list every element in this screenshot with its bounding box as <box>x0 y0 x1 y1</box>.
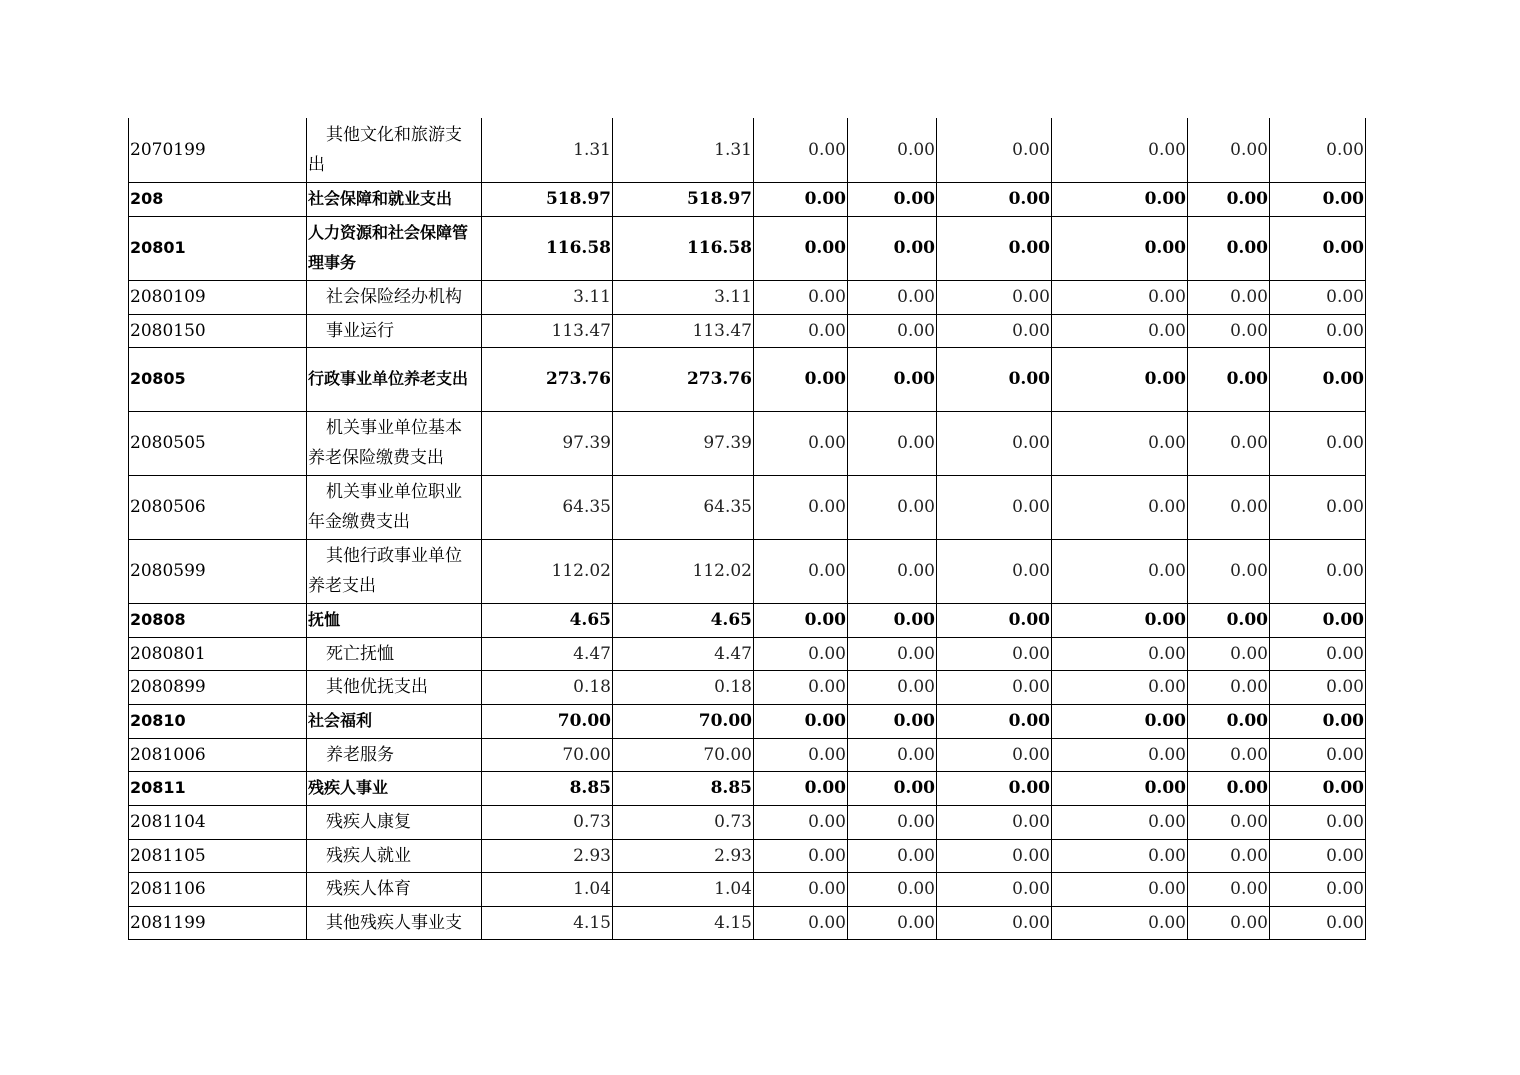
subject-name-text: 事业运行 <box>326 320 394 341</box>
subject-code-cell: 2081105 <box>129 839 307 872</box>
amount-cell: 0.00 <box>937 872 1052 906</box>
subject-name-cell <box>307 280 482 314</box>
amount-cell: 0.00 <box>754 539 848 603</box>
amount-cell: 0.00 <box>1052 704 1188 738</box>
amount-cell: 0.00 <box>848 314 937 347</box>
table-row <box>129 738 1366 771</box>
amount-cell: 0.00 <box>754 475 848 539</box>
amount-cell: 0.00 <box>937 738 1052 771</box>
amount-cell: 0.00 <box>1188 906 1270 939</box>
amount-cell: 0.73 <box>482 805 613 839</box>
amount-cell: 0.00 <box>1270 347 1366 411</box>
budget-table <box>128 118 1366 940</box>
amount-cell: 0.00 <box>848 411 937 475</box>
subject-name-cell: 抚恤 <box>307 603 482 637</box>
amount-cell: 0.00 <box>937 805 1052 839</box>
amount-cell: 116.58 <box>613 216 754 280</box>
amount-cell: 0.00 <box>848 839 937 872</box>
amount-cell: 0.00 <box>848 280 937 314</box>
amount-cell: 0.00 <box>1270 906 1366 939</box>
amount-cell: 0.00 <box>1270 704 1366 738</box>
amount-cell: 112.02 <box>482 539 613 603</box>
subject-name-text: 机关事业单位职业年金缴费支出 <box>308 482 462 532</box>
subject-name-text: 其他行政事业单位养老支出 <box>308 546 462 596</box>
subject-code-cell: 2081006 <box>129 738 307 771</box>
amount-cell: 0.00 <box>1188 805 1270 839</box>
table-row <box>129 771 1366 805</box>
subject-code-cell: 2080506 <box>129 475 307 539</box>
subject-name-cell: 人力资源和社会保障管理事务 <box>307 216 482 280</box>
table-row <box>129 872 1366 906</box>
amount-cell: 0.00 <box>754 805 848 839</box>
table-row <box>129 118 1366 182</box>
amount-cell: 3.11 <box>482 280 613 314</box>
amount-cell: 0.00 <box>1270 603 1366 637</box>
subject-name-text: 残疾人康复 <box>326 812 411 832</box>
amount-cell: 3.11 <box>613 280 754 314</box>
subject-code-cell: 208 <box>129 182 307 216</box>
amount-cell: 0.18 <box>482 670 613 704</box>
amount-cell: 0.00 <box>754 118 848 182</box>
amount-cell: 64.35 <box>482 475 613 539</box>
amount-cell: 113.47 <box>482 314 613 347</box>
amount-cell: 0.00 <box>1052 280 1188 314</box>
amount-cell: 0.00 <box>754 704 848 738</box>
amount-cell: 0.00 <box>848 539 937 603</box>
table-row <box>129 314 1366 347</box>
amount-cell: 0.00 <box>1188 411 1270 475</box>
amount-cell: 273.76 <box>613 347 754 411</box>
amount-cell: 0.00 <box>754 738 848 771</box>
amount-cell: 4.47 <box>482 637 613 670</box>
subject-name-text: 其他优抚支出 <box>326 677 428 697</box>
amount-cell: 0.00 <box>1052 118 1188 182</box>
amount-cell: 0.00 <box>1188 670 1270 704</box>
amount-cell: 0.00 <box>1188 182 1270 216</box>
subject-name-cell <box>307 411 482 475</box>
table-row <box>129 704 1366 738</box>
amount-cell: 70.00 <box>613 704 754 738</box>
table-row <box>129 182 1366 216</box>
amount-cell: 0.00 <box>937 637 1052 670</box>
amount-cell: 0.00 <box>1188 347 1270 411</box>
amount-cell: 518.97 <box>613 182 754 216</box>
amount-cell: 70.00 <box>613 738 754 771</box>
amount-cell: 0.00 <box>848 771 937 805</box>
subject-code-cell: 20808 <box>129 603 307 637</box>
amount-cell: 0.00 <box>754 771 848 805</box>
amount-cell: 273.76 <box>482 347 613 411</box>
amount-cell: 0.00 <box>754 280 848 314</box>
amount-cell: 0.00 <box>937 539 1052 603</box>
amount-cell: 0.00 <box>848 603 937 637</box>
amount-cell: 0.00 <box>1052 539 1188 603</box>
amount-cell: 0.00 <box>1270 637 1366 670</box>
amount-cell: 0.00 <box>1052 347 1188 411</box>
amount-cell: 0.00 <box>1188 314 1270 347</box>
amount-cell: 0.00 <box>1270 118 1366 182</box>
amount-cell: 0.00 <box>937 280 1052 314</box>
subject-code-cell: 2070199 <box>129 118 307 182</box>
amount-cell: 0.00 <box>754 347 848 411</box>
amount-cell: 0.00 <box>1270 216 1366 280</box>
subject-code-cell: 2081106 <box>129 872 307 906</box>
amount-cell: 0.00 <box>937 771 1052 805</box>
amount-cell: 0.73 <box>613 805 754 839</box>
amount-cell: 0.00 <box>848 118 937 182</box>
amount-cell: 4.15 <box>482 906 613 939</box>
amount-cell: 0.00 <box>1270 475 1366 539</box>
amount-cell: 0.00 <box>937 670 1052 704</box>
amount-cell: 0.00 <box>937 216 1052 280</box>
amount-cell: 0.00 <box>1188 704 1270 738</box>
amount-cell: 0.00 <box>754 314 848 347</box>
subject-name-text: 残疾人就业 <box>326 845 411 866</box>
amount-cell: 0.00 <box>754 872 848 906</box>
subject-name-text: 其他残疾人事业支 <box>326 912 462 933</box>
amount-cell: 2.93 <box>482 839 613 872</box>
amount-cell: 0.00 <box>1052 216 1188 280</box>
subject-name-text: 养老服务 <box>326 744 394 765</box>
amount-cell: 0.00 <box>1052 411 1188 475</box>
subject-name-cell <box>307 314 482 347</box>
amount-cell: 0.00 <box>1188 475 1270 539</box>
subject-name-cell <box>307 738 482 771</box>
amount-cell: 0.00 <box>1188 603 1270 637</box>
amount-cell: 116.58 <box>482 216 613 280</box>
amount-cell: 70.00 <box>482 704 613 738</box>
table-row <box>129 603 1366 637</box>
amount-cell: 0.00 <box>1052 314 1188 347</box>
table-row <box>129 411 1366 475</box>
amount-cell: 0.00 <box>1188 872 1270 906</box>
subject-code-cell: 2080109 <box>129 280 307 314</box>
amount-cell: 4.15 <box>613 906 754 939</box>
subject-code-cell: 20810 <box>129 704 307 738</box>
amount-cell: 0.00 <box>754 670 848 704</box>
amount-cell: 0.00 <box>754 411 848 475</box>
amount-cell: 4.65 <box>613 603 754 637</box>
subject-name-cell: 社会保障和就业支出 <box>307 182 482 216</box>
amount-cell: 0.00 <box>937 182 1052 216</box>
subject-name-cell <box>307 637 482 670</box>
subject-name-text: 其他文化和旅游支出 <box>308 124 462 175</box>
amount-cell: 0.00 <box>1188 118 1270 182</box>
amount-cell: 0.00 <box>754 603 848 637</box>
amount-cell: 1.04 <box>613 872 754 906</box>
amount-cell: 0.00 <box>1052 182 1188 216</box>
amount-cell: 0.00 <box>937 704 1052 738</box>
amount-cell: 0.00 <box>1188 539 1270 603</box>
amount-cell: 0.00 <box>937 603 1052 637</box>
amount-cell: 0.00 <box>1270 670 1366 704</box>
amount-cell: 0.00 <box>754 216 848 280</box>
amount-cell: 70.00 <box>482 738 613 771</box>
amount-cell: 0.00 <box>1052 603 1188 637</box>
amount-cell: 0.00 <box>848 872 937 906</box>
amount-cell: 0.00 <box>1270 872 1366 906</box>
table-row <box>129 280 1366 314</box>
amount-cell: 518.97 <box>482 182 613 216</box>
subject-code-cell: 20811 <box>129 771 307 805</box>
amount-cell: 0.00 <box>1052 839 1188 872</box>
amount-cell: 0.00 <box>754 839 848 872</box>
subject-name-cell <box>307 906 482 939</box>
amount-cell: 0.18 <box>613 670 754 704</box>
amount-cell: 0.00 <box>1270 182 1366 216</box>
amount-cell: 8.85 <box>482 771 613 805</box>
amount-cell: 0.00 <box>1270 839 1366 872</box>
amount-cell: 0.00 <box>1052 738 1188 771</box>
amount-cell: 0.00 <box>848 738 937 771</box>
subject-name-cell <box>307 872 482 906</box>
table-row <box>129 670 1366 704</box>
subject-code-cell: 2080899 <box>129 670 307 704</box>
amount-cell: 0.00 <box>1188 216 1270 280</box>
table-row <box>129 539 1366 603</box>
table-body <box>129 118 1366 939</box>
table-row <box>129 475 1366 539</box>
amount-cell: 0.00 <box>848 906 937 939</box>
amount-cell: 0.00 <box>937 314 1052 347</box>
amount-cell: 0.00 <box>1270 738 1366 771</box>
amount-cell: 0.00 <box>848 475 937 539</box>
amount-cell: 0.00 <box>1052 637 1188 670</box>
amount-cell: 0.00 <box>1052 475 1188 539</box>
amount-cell: 0.00 <box>1052 805 1188 839</box>
amount-cell: 0.00 <box>937 411 1052 475</box>
amount-cell: 0.00 <box>1188 280 1270 314</box>
amount-cell: 0.00 <box>848 347 937 411</box>
amount-cell: 0.00 <box>1052 670 1188 704</box>
amount-cell: 1.04 <box>482 872 613 906</box>
amount-cell: 97.39 <box>482 411 613 475</box>
subject-code-cell: 2080801 <box>129 637 307 670</box>
amount-cell: 0.00 <box>848 704 937 738</box>
amount-cell: 0.00 <box>937 118 1052 182</box>
subject-name-cell: 行政事业单位养老支出 <box>307 347 482 411</box>
amount-cell: 0.00 <box>1188 637 1270 670</box>
subject-code-cell: 2080505 <box>129 411 307 475</box>
amount-cell: 0.00 <box>754 906 848 939</box>
amount-cell: 0.00 <box>754 637 848 670</box>
subject-name-text: 死亡抚恤 <box>326 643 394 664</box>
amount-cell: 0.00 <box>848 637 937 670</box>
subject-name-text: 残疾人体育 <box>326 879 411 899</box>
subject-code-cell: 2080599 <box>129 539 307 603</box>
table-row <box>129 637 1366 670</box>
subject-name-cell <box>307 670 482 704</box>
amount-cell: 0.00 <box>937 906 1052 939</box>
subject-name-cell <box>307 118 482 182</box>
subject-name-cell <box>307 839 482 872</box>
subject-name-cell <box>307 805 482 839</box>
table-row <box>129 839 1366 872</box>
amount-cell: 8.85 <box>613 771 754 805</box>
amount-cell: 0.00 <box>1270 771 1366 805</box>
subject-name-cell <box>307 539 482 603</box>
amount-cell: 0.00 <box>1270 280 1366 314</box>
amount-cell: 0.00 <box>1188 839 1270 872</box>
subject-code-cell: 2081199 <box>129 906 307 939</box>
table-row <box>129 906 1366 939</box>
subject-name-cell: 社会福利 <box>307 704 482 738</box>
amount-cell: 0.00 <box>848 805 937 839</box>
amount-cell: 0.00 <box>1052 906 1188 939</box>
amount-cell: 0.00 <box>1270 805 1366 839</box>
subject-name-text: 社会保险经办机构 <box>326 287 462 307</box>
table-row <box>129 347 1366 411</box>
amount-cell: 0.00 <box>754 182 848 216</box>
amount-cell: 0.00 <box>1052 872 1188 906</box>
table-row <box>129 216 1366 280</box>
amount-cell: 0.00 <box>1270 411 1366 475</box>
amount-cell: 64.35 <box>613 475 754 539</box>
amount-cell: 0.00 <box>1270 539 1366 603</box>
table-row <box>129 805 1366 839</box>
subject-name-cell <box>307 475 482 539</box>
amount-cell: 0.00 <box>937 475 1052 539</box>
amount-cell: 97.39 <box>613 411 754 475</box>
amount-cell: 0.00 <box>937 839 1052 872</box>
amount-cell: 0.00 <box>1052 771 1188 805</box>
subject-name-text: 机关事业单位基本养老保险缴费支出 <box>308 418 462 468</box>
subject-code-cell: 2081104 <box>129 805 307 839</box>
subject-name-cell: 残疾人事业 <box>307 771 482 805</box>
amount-cell: 0.00 <box>1188 771 1270 805</box>
amount-cell: 0.00 <box>1188 738 1270 771</box>
amount-cell: 0.00 <box>848 670 937 704</box>
subject-code-cell: 20801 <box>129 216 307 280</box>
subject-code-cell: 2080150 <box>129 314 307 347</box>
amount-cell: 1.31 <box>613 118 754 182</box>
amount-cell: 112.02 <box>613 539 754 603</box>
amount-cell: 4.65 <box>482 603 613 637</box>
amount-cell: 2.93 <box>613 839 754 872</box>
amount-cell: 0.00 <box>937 347 1052 411</box>
amount-cell: 4.47 <box>613 637 754 670</box>
amount-cell: 0.00 <box>1270 314 1366 347</box>
amount-cell: 113.47 <box>613 314 754 347</box>
amount-cell: 0.00 <box>848 182 937 216</box>
amount-cell: 0.00 <box>848 216 937 280</box>
subject-code-cell: 20805 <box>129 347 307 411</box>
amount-cell: 1.31 <box>482 118 613 182</box>
